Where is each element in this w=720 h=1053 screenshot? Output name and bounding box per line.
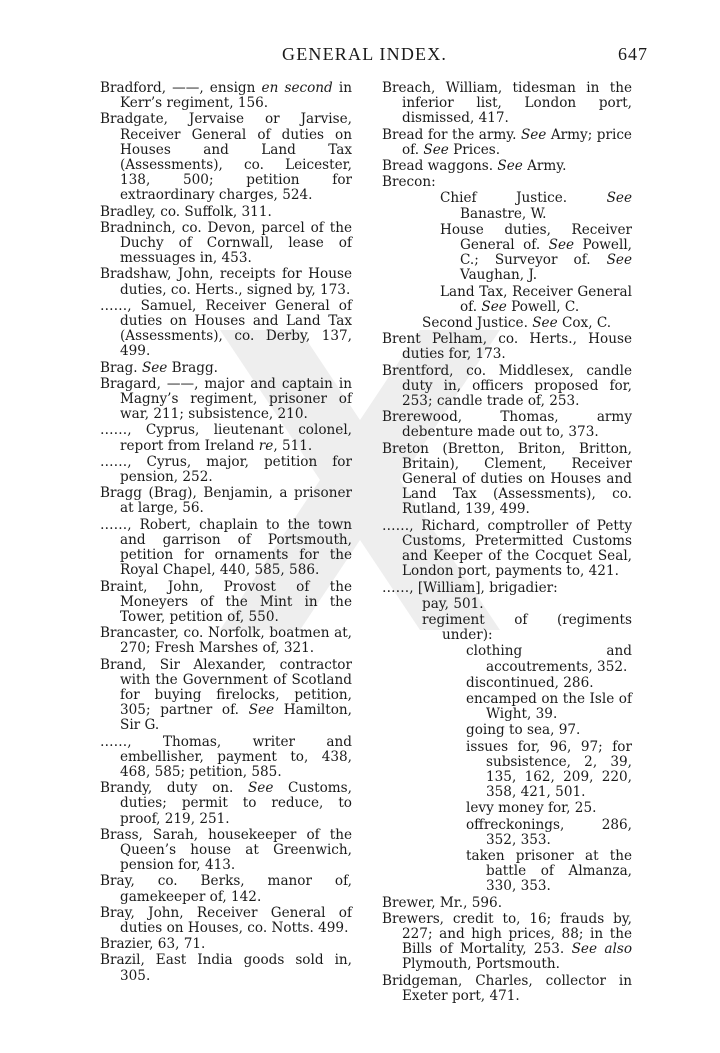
- index-entry-italic: See: [141, 359, 168, 376]
- index-entry-text: ……, Cyprus, lieutenant colonel, report from Ireland: [100, 422, 352, 454]
- index-entry-text: Powell, C.; Surveyor of.: [460, 237, 632, 269]
- index-entry: [100, 267, 352, 297]
- index-entry-text: Brerewood, Thomas, army debenture made out to, 373.: [382, 409, 632, 441]
- index-entry: [382, 740, 632, 801]
- index-entry-text: House duties, Receiver General of.: [440, 221, 632, 254]
- index-entry: [382, 410, 632, 440]
- index-entry-text: offreckonings, 286, 352, 353.: [466, 816, 632, 848]
- index-entry: [100, 112, 352, 203]
- page-header: [0, 44, 720, 68]
- index-entry: [382, 81, 632, 127]
- index-entry: [382, 191, 632, 221]
- index-column-left: [100, 81, 352, 985]
- index-entry-text: Brass, Sarah, housekeeper of the Queen’s house at Greenwich, pension for, 413.: [100, 826, 352, 874]
- index-entry-text: Brag.: [100, 359, 142, 376]
- index-entry-italic: See: [248, 702, 275, 719]
- index-entry-text: Bragard, ——, major and captain in Magny’s regiment, prisoner of war, 211; subsistence, 210.: [100, 375, 352, 423]
- index-entry-text: Bradford, ——, ensign: [100, 80, 262, 96]
- index-entry-italic: See: [423, 141, 449, 158]
- index-entry-text: Bray, co. Berks, manor of, gamekeeper of, 142.: [100, 873, 352, 905]
- index-entry: [382, 128, 632, 158]
- index-entry-text: Bradgate, Jervaise or Jarvise, Receiver General of duties on Houses and Land Tax (Assessments), co. Leicester, 138, 500; petition for extraordinary charges, 524.: [100, 111, 352, 204]
- index-column-right: [382, 81, 632, 1005]
- index-entry-text: Brand, Sir Alexander, contractor with the Government of Scotland for buying firelocks, petition, 305; partner of.: [100, 656, 352, 719]
- index-entry-text: Bread for the army.: [382, 126, 521, 143]
- index-entry: [100, 518, 352, 579]
- index-entry: [100, 781, 352, 827]
- index-entry-text: ……, Richard, comptroller of Petty Customs, Pretermitted Customs and Keeper of the Cocquet Seal, London port, payments to, 421.: [382, 517, 632, 580]
- index-entry-text: going to sea, 97.: [466, 722, 581, 739]
- index-entry-text: Cox, C.: [557, 315, 612, 332]
- index-entry-text: in Kerr’s regiment, 156.: [120, 80, 352, 112]
- index-entry: [100, 658, 352, 734]
- index-entry-text: Brentford, co. Middlesex, candle duty in, officers proposed for, 253; candle trade of, 253.: [382, 362, 632, 410]
- index-entry-text: pay, 501.: [422, 595, 484, 612]
- index-entry: [100, 486, 352, 516]
- index-entry-text: Bridgeman, Charles, collector in Exeter port, 471.: [382, 972, 632, 1004]
- index-entry-text: discontinued, 286.: [466, 674, 594, 691]
- index-entry-text: Army; price of.: [402, 126, 632, 158]
- index-entry-text: Army.: [522, 158, 567, 175]
- index-entry-italic: See also: [571, 941, 633, 958]
- index-entry: [382, 519, 632, 580]
- index-entry-text: Customs, duties; permit to reduce, to proof, 219, 251.: [120, 780, 352, 827]
- index-entry: [382, 613, 632, 643]
- index-entry: [382, 801, 632, 816]
- index-entry: [100, 221, 352, 267]
- index-entry-text: Brewer, Mr., 596.: [382, 894, 503, 911]
- running-title: GENERAL INDEX.: [282, 44, 448, 64]
- index-entry-text: Brecon:: [382, 174, 436, 191]
- index-entry: [382, 159, 632, 174]
- index-entry-text: clothing and accoutrements, 352.: [466, 643, 632, 675]
- index-entry: [382, 175, 632, 190]
- index-entry: [100, 937, 352, 952]
- index-entry: [382, 676, 632, 691]
- index-entry-text: ……, Samuel, Receiver General of duties on Houses and Land Tax (Assessments), co. Derby, 137, 499.: [100, 297, 352, 360]
- index-entry: [100, 953, 352, 983]
- index-entry-text: Bragg.: [167, 359, 218, 376]
- index-entry-italic: See: [532, 315, 558, 332]
- index-entry-text: Powell, C.: [506, 298, 580, 315]
- index-entry: [100, 874, 352, 904]
- index-entry-italic: See: [606, 252, 632, 269]
- index-entry-text: Prices.: [448, 141, 501, 158]
- index-entry-text: ……, [William], brigadier:: [382, 579, 558, 596]
- index-entry-text: Hamilton, Sir G.: [120, 702, 352, 734]
- index-entry: [382, 723, 632, 738]
- index-entry: [382, 644, 632, 674]
- index-entry: [382, 818, 632, 848]
- index-entry-text: encamped on the Isle of Wight, 39.: [466, 690, 632, 723]
- index-entry-text: , 511.: [273, 437, 313, 454]
- index-entry: [100, 735, 352, 781]
- page-number: 647: [618, 44, 648, 64]
- index-entry: [100, 906, 352, 936]
- index-entry-text: Bread waggons.: [382, 158, 498, 175]
- index-entry: [100, 377, 352, 423]
- index-entry: [382, 364, 632, 410]
- index-entry-italic: re: [258, 437, 274, 454]
- index-entry-italic: See: [481, 298, 507, 315]
- index-entry: [382, 896, 632, 911]
- index-entry: [382, 974, 632, 1004]
- index-entry-text: Brent Pelham, co. Herts., House duties for, 173.: [382, 331, 632, 363]
- index-entry-italic: See: [497, 158, 523, 175]
- index-entry-text: Bray, John, Receiver General of duties on Houses, co. Notts. 499.: [100, 904, 352, 936]
- index-entry: [382, 581, 632, 596]
- index-entry-text: taken prisoner at the battle of Almanza, 330, 353.: [466, 847, 632, 895]
- index-entry: [382, 285, 632, 315]
- index-entry: [100, 828, 352, 874]
- index-entry: [100, 626, 352, 656]
- index-entry-text: Bradley, co. Suffolk, 311.: [100, 203, 272, 220]
- index-entry-text: Breton (Bretton, Briton, Britton, Britain), Clement, Receiver General of duties on Houses and Land Tax (Assessments), co. Rutland, 139, 499.: [382, 440, 632, 518]
- index-entry: [100, 299, 352, 360]
- index-entry: [382, 332, 632, 362]
- index-entry: [382, 849, 632, 895]
- index-entry-text: Second Justice.: [422, 315, 533, 332]
- index-entry-text: Chief Justice.: [440, 190, 607, 207]
- index-entry-text: Plymouth, Portsmouth.: [402, 956, 560, 973]
- index-entry-text: Brazier, 63, 71.: [100, 936, 206, 953]
- index-entry-text: Brewers, credit to, 16; frauds by, 227; and high prices, 88; in the Bills of Mortality, 253.: [382, 910, 632, 958]
- index-entry: [382, 442, 632, 518]
- index-entry-text: ……, Thomas, writer and embellisher, payment to, 438, 468, 585; petition, 585.: [100, 733, 352, 780]
- index-entry-text: Braint, John, Provost of the Moneyers of the Mint in the Tower, petition of, 550.: [100, 578, 352, 625]
- index-entry-text: issues for, 96, 97; for subsistence, 2, 39, 135, 162, 209, 220, 358, 421, 501.: [466, 738, 632, 801]
- index-entry-italic: See: [548, 237, 575, 254]
- index-entry-text: levy money for, 25.: [466, 800, 597, 817]
- index-entry: [100, 81, 352, 111]
- index-entry: [382, 316, 632, 331]
- index-entry-italic: See: [520, 126, 547, 143]
- index-entry-text: Vaughan, J.: [460, 267, 538, 284]
- index-entry-text: Brancaster, co. Norfolk, boatmen at, 270; Fresh Marshes of, 321.: [100, 625, 352, 657]
- index-entry-text: Bradninch, co. Devon, parcel of the Duchy of Cornwall, lease of messuages in, 453.: [100, 219, 352, 267]
- index-entry-italic: See: [247, 780, 274, 797]
- index-entry-text: Breach, William, tidesman in the inferior list, London port, dismissed, 417.: [382, 80, 632, 127]
- index-entry-text: regiment of (regiments under):: [422, 611, 632, 644]
- index-entry: [382, 597, 632, 612]
- index-entry-text: ……, Cyrus, major, petition for pension, 252.: [100, 453, 352, 486]
- index-entry-text: Land Tax, Receiver General of.: [440, 283, 632, 315]
- index-entry: [100, 455, 352, 485]
- index-entry-text: Bradshaw, John, receipts for House duties, co. Herts., signed by, 173.: [100, 266, 352, 298]
- index-entry: [100, 423, 352, 453]
- index-entry-italic: en second: [261, 80, 333, 96]
- index-entry-text: Brandy, duty on.: [100, 780, 248, 797]
- index-entry-italic: See: [606, 190, 632, 207]
- index-entry: [382, 912, 632, 973]
- index-entry-text: Banastre, W.: [460, 205, 547, 222]
- index-entry: [100, 580, 352, 626]
- index-entry: [382, 223, 632, 284]
- index-entry-text: Bragg (Brag), Benjamin, a prisoner at large, 56.: [100, 485, 352, 517]
- index-entry: [100, 361, 352, 376]
- index-entry-text: Brazil, East India goods sold in, 305.: [100, 952, 352, 984]
- index-entry: [382, 692, 632, 722]
- index-entry-text: ……, Robert, chaplain to the town and garrison of Portsmouth, petition for ornaments for the Royal Chapel, 440, 585, 586.: [100, 516, 352, 579]
- index-entry: [100, 205, 352, 220]
